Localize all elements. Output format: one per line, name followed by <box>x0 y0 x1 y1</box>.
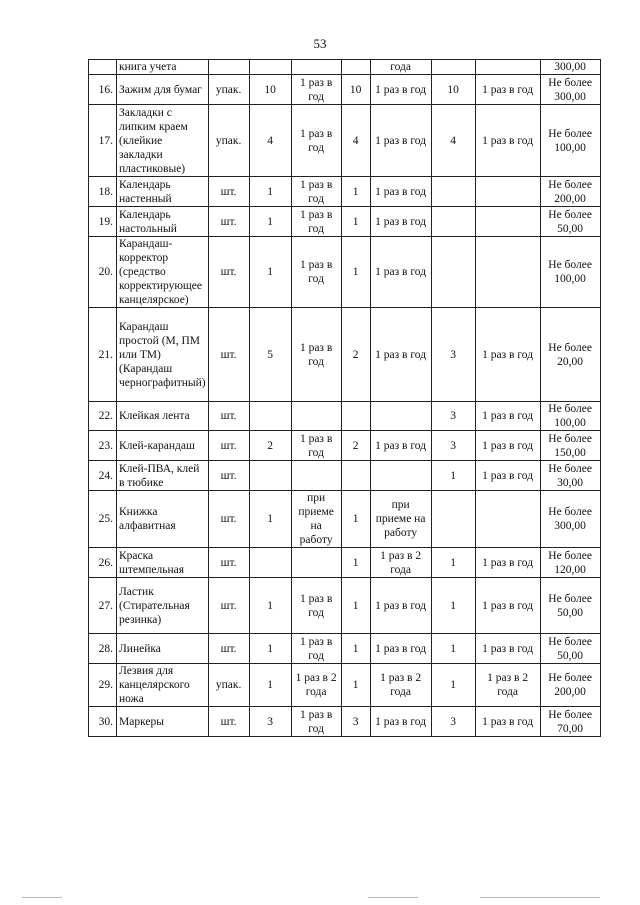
frequency-3-cell: 1 раз в год <box>475 431 540 461</box>
unit-cell: шт. <box>208 431 249 461</box>
frequency-3-cell: 1 раз в год <box>475 707 540 737</box>
item-name-cell: Линейка <box>117 634 209 664</box>
frequency-2-cell: 1 раз в год <box>370 707 431 737</box>
quantity-2-cell: 4 <box>341 105 370 177</box>
price-limit-cell: Не более 150,00 <box>540 431 600 461</box>
row-number-cell: 24. <box>89 461 117 491</box>
unit-cell: шт. <box>208 237 249 308</box>
quantity-3-cell <box>431 60 475 75</box>
quantity-2-cell: 1 <box>341 664 370 707</box>
frequency-2-cell: 1 раз в год <box>370 308 431 402</box>
frequency-1-cell <box>291 402 341 431</box>
quantity-3-cell: 3 <box>431 308 475 402</box>
quantity-3-cell <box>431 491 475 548</box>
item-name-cell: Лезвия для канцелярского ножа <box>117 664 209 707</box>
quantity-1-cell: 5 <box>249 308 291 402</box>
frequency-2-cell: 1 раз в год <box>370 578 431 634</box>
frequency-3-cell: 1 раз в год <box>475 548 540 578</box>
item-name-cell: Книжка алфавитная <box>117 491 209 548</box>
page-number: 53 <box>313 36 327 51</box>
item-name-cell: Закладки с липким краем (клейкие закладки пластиковые) <box>117 105 209 177</box>
frequency-2-cell: 1 раз в 2 года <box>370 664 431 707</box>
table-row <box>89 207 601 237</box>
table-row <box>89 578 601 634</box>
supplies-table <box>88 59 601 737</box>
frequency-1-cell: 1 раз в год <box>291 75 341 105</box>
frequency-3-cell: 1 раз в год <box>475 578 540 634</box>
quantity-3-cell: 1 <box>431 578 475 634</box>
item-name-cell: книга учета <box>117 60 209 75</box>
table-row <box>89 707 601 737</box>
row-number-cell <box>89 60 117 75</box>
price-limit-cell: Не более 300,00 <box>540 75 600 105</box>
quantity-3-cell <box>431 207 475 237</box>
quantity-2-cell <box>341 402 370 431</box>
quantity-2-cell: 2 <box>341 431 370 461</box>
unit-cell: шт. <box>208 177 249 207</box>
quantity-2-cell: 1 <box>341 491 370 548</box>
table-row <box>89 461 601 491</box>
row-number-cell: 22. <box>89 402 117 431</box>
quantity-2-cell <box>341 60 370 75</box>
unit-cell: шт. <box>208 578 249 634</box>
quantity-1-cell: 1 <box>249 177 291 207</box>
quantity-2-cell: 2 <box>341 308 370 402</box>
frequency-1-cell: при приеме на работу <box>291 491 341 548</box>
frequency-1-cell: 1 раз в год <box>291 707 341 737</box>
price-limit-cell: Не более 20,00 <box>540 308 600 402</box>
price-limit-cell: Не более 50,00 <box>540 207 600 237</box>
price-limit-cell: Не более 200,00 <box>540 664 600 707</box>
quantity-2-cell: 1 <box>341 207 370 237</box>
table-row <box>89 237 601 308</box>
table-row <box>89 548 601 578</box>
scan-edge-marks <box>0 897 640 901</box>
unit-cell: упак. <box>208 75 249 105</box>
frequency-1-cell: 1 раз в год <box>291 431 341 461</box>
quantity-2-cell: 1 <box>341 237 370 308</box>
price-limit-cell: Не более 100,00 <box>540 237 600 308</box>
quantity-1-cell: 2 <box>249 431 291 461</box>
quantity-3-cell: 1 <box>431 548 475 578</box>
quantity-3-cell: 10 <box>431 75 475 105</box>
quantity-1-cell <box>249 402 291 431</box>
quantity-2-cell: 1 <box>341 578 370 634</box>
frequency-1-cell <box>291 60 341 75</box>
row-number-cell: 20. <box>89 237 117 308</box>
unit-cell: шт. <box>208 308 249 402</box>
item-name-cell: Маркеры <box>117 707 209 737</box>
price-limit-cell: 300,00 <box>540 60 600 75</box>
unit-cell: шт. <box>208 402 249 431</box>
quantity-1-cell <box>249 548 291 578</box>
quantity-3-cell: 4 <box>431 105 475 177</box>
frequency-1-cell: 1 раз в 2 года <box>291 664 341 707</box>
table-row <box>89 308 601 402</box>
quantity-2-cell: 1 <box>341 548 370 578</box>
price-limit-cell: Не более 300,00 <box>540 491 600 548</box>
table-row <box>89 105 601 177</box>
frequency-2-cell: 1 раз в год <box>370 634 431 664</box>
item-name-cell: Карандаш простой (М, ПМ или ТМ) (Карандаш чернографитный) <box>117 308 209 402</box>
quantity-3-cell <box>431 237 475 308</box>
frequency-3-cell: 1 раз в год <box>475 105 540 177</box>
quantity-1-cell: 1 <box>249 578 291 634</box>
price-limit-cell: Не более 70,00 <box>540 707 600 737</box>
frequency-3-cell: 1 раз в год <box>475 402 540 431</box>
quantity-1-cell: 1 <box>249 634 291 664</box>
unit-cell: шт. <box>208 491 249 548</box>
quantity-1-cell: 1 <box>249 491 291 548</box>
table-row <box>89 431 601 461</box>
frequency-2-cell: 1 раз в год <box>370 207 431 237</box>
frequency-2-cell: 1 раз в 2 года <box>370 548 431 578</box>
table-row <box>89 60 601 75</box>
price-limit-cell: Не более 50,00 <box>540 578 600 634</box>
quantity-2-cell: 3 <box>341 707 370 737</box>
item-name-cell: Клей-ПВА, клей в тюбике <box>117 461 209 491</box>
quantity-1-cell: 1 <box>249 207 291 237</box>
row-number-cell: 16. <box>89 75 117 105</box>
price-limit-cell: Не более 120,00 <box>540 548 600 578</box>
quantity-2-cell: 10 <box>341 75 370 105</box>
frequency-1-cell: 1 раз в год <box>291 177 341 207</box>
frequency-3-cell <box>475 491 540 548</box>
quantity-3-cell: 3 <box>431 707 475 737</box>
quantity-3-cell: 1 <box>431 461 475 491</box>
frequency-2-cell: 1 раз в год <box>370 177 431 207</box>
row-number-cell: 28. <box>89 634 117 664</box>
quantity-2-cell: 1 <box>341 634 370 664</box>
frequency-3-cell <box>475 177 540 207</box>
price-limit-cell: Не более 100,00 <box>540 402 600 431</box>
frequency-3-cell: 1 раз в год <box>475 461 540 491</box>
frequency-3-cell: 1 раз в год <box>475 634 540 664</box>
table-row <box>89 75 601 105</box>
frequency-3-cell: 1 раз в 2 года <box>475 664 540 707</box>
row-number-cell: 30. <box>89 707 117 737</box>
frequency-1-cell <box>291 548 341 578</box>
item-name-cell: Зажим для бумаг <box>117 75 209 105</box>
unit-cell: шт. <box>208 707 249 737</box>
frequency-2-cell <box>370 402 431 431</box>
unit-cell: упак. <box>208 105 249 177</box>
frequency-3-cell <box>475 237 540 308</box>
frequency-3-cell <box>475 60 540 75</box>
table-row <box>89 634 601 664</box>
table-row <box>89 402 601 431</box>
row-number-cell: 27. <box>89 578 117 634</box>
frequency-3-cell: 1 раз в год <box>475 308 540 402</box>
row-number-cell: 26. <box>89 548 117 578</box>
frequency-1-cell <box>291 461 341 491</box>
frequency-2-cell: при приеме на работу <box>370 491 431 548</box>
unit-cell: шт. <box>208 548 249 578</box>
quantity-3-cell: 1 <box>431 664 475 707</box>
quantity-1-cell <box>249 60 291 75</box>
item-name-cell: Карандаш-корректор (средство корректирующее канцелярское) <box>117 237 209 308</box>
frequency-2-cell <box>370 461 431 491</box>
frequency-3-cell <box>475 207 540 237</box>
frequency-1-cell: 1 раз в год <box>291 308 341 402</box>
quantity-3-cell: 3 <box>431 431 475 461</box>
unit-cell: шт. <box>208 634 249 664</box>
quantity-1-cell: 1 <box>249 237 291 308</box>
frequency-1-cell: 1 раз в год <box>291 105 341 177</box>
price-limit-cell: Не более 50,00 <box>540 634 600 664</box>
quantity-1-cell: 1 <box>249 664 291 707</box>
frequency-1-cell: 1 раз в год <box>291 634 341 664</box>
quantity-2-cell <box>341 461 370 491</box>
item-name-cell: Клей-карандаш <box>117 431 209 461</box>
item-name-cell: Краска штемпельная <box>117 548 209 578</box>
item-name-cell: Клейкая лента <box>117 402 209 431</box>
row-number-cell: 29. <box>89 664 117 707</box>
frequency-2-cell: 1 раз в год <box>370 75 431 105</box>
quantity-3-cell: 3 <box>431 402 475 431</box>
frequency-1-cell: 1 раз в год <box>291 237 341 308</box>
quantity-1-cell <box>249 461 291 491</box>
frequency-1-cell: 1 раз в год <box>291 578 341 634</box>
row-number-cell: 17. <box>89 105 117 177</box>
row-number-cell: 25. <box>89 491 117 548</box>
frequency-1-cell: 1 раз в год <box>291 207 341 237</box>
quantity-1-cell: 10 <box>249 75 291 105</box>
quantity-1-cell: 3 <box>249 707 291 737</box>
table-row <box>89 177 601 207</box>
row-number-cell: 21. <box>89 308 117 402</box>
row-number-cell: 19. <box>89 207 117 237</box>
quantity-3-cell <box>431 177 475 207</box>
price-limit-cell: Не более 30,00 <box>540 461 600 491</box>
table-row <box>89 664 601 707</box>
item-name-cell: Календарь настольный <box>117 207 209 237</box>
price-limit-cell: Не более 100,00 <box>540 105 600 177</box>
unit-cell: упак. <box>208 664 249 707</box>
item-name-cell: Календарь настенный <box>117 177 209 207</box>
item-name-cell: Ластик (Стирательная резинка) <box>117 578 209 634</box>
unit-cell <box>208 60 249 75</box>
quantity-3-cell: 1 <box>431 634 475 664</box>
quantity-2-cell: 1 <box>341 177 370 207</box>
frequency-2-cell: 1 раз в год <box>370 237 431 308</box>
frequency-2-cell: 1 раз в год <box>370 431 431 461</box>
table-row <box>89 491 601 548</box>
row-number-cell: 23. <box>89 431 117 461</box>
price-limit-cell: Не более 200,00 <box>540 177 600 207</box>
unit-cell: шт. <box>208 207 249 237</box>
unit-cell: шт. <box>208 461 249 491</box>
frequency-2-cell: года <box>370 60 431 75</box>
frequency-3-cell: 1 раз в год <box>475 75 540 105</box>
quantity-1-cell: 4 <box>249 105 291 177</box>
frequency-2-cell: 1 раз в год <box>370 105 431 177</box>
row-number-cell: 18. <box>89 177 117 207</box>
